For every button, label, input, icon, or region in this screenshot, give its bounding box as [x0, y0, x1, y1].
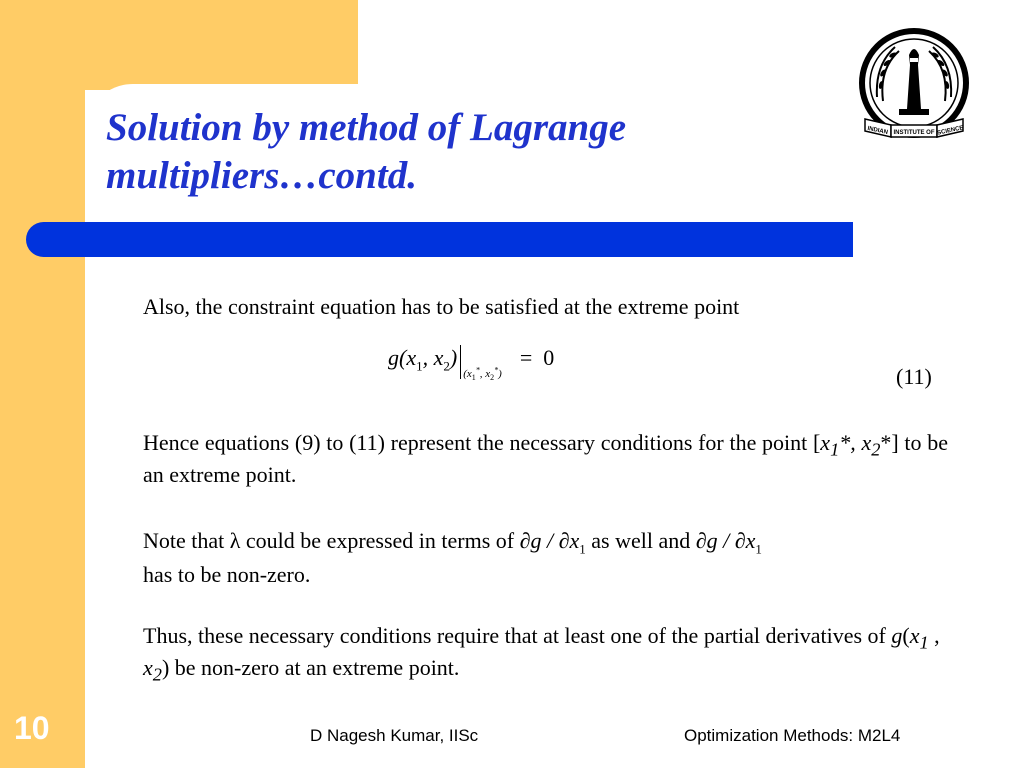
- eq-rhs-value: 0: [543, 345, 555, 370]
- eq-eval-var2: x: [485, 368, 491, 380]
- decor-yellow-top: [0, 0, 358, 90]
- eq-var1-sub: 1: [416, 358, 423, 374]
- p4-x1: $x_1$: [909, 623, 929, 653]
- eq-evaluation-point: (x1*, x2*): [463, 365, 502, 383]
- eq-rhs: = 0: [519, 345, 555, 370]
- decor-yellow-left: [0, 0, 85, 768]
- eq-eval-sub2: 2: [490, 373, 495, 383]
- p2-text-b: *] to be an extreme point.: [143, 430, 949, 488]
- title-underline-bar: [26, 222, 853, 257]
- p2-star-sep: *,: [839, 430, 862, 455]
- p2-text-a: Hence equations (9) to (11) represent the necessary conditions for the point [: [143, 430, 821, 455]
- svg-text:INSTITUTE OF: INSTITUTE OF: [893, 130, 935, 136]
- eq-function: g: [388, 345, 399, 370]
- paragraph-lambda-note: [143, 528, 948, 588]
- p3-text-a: Note that λ could be expressed in terms of: [143, 528, 520, 553]
- paragraph-necessary-conditions: [143, 430, 948, 488]
- eq-var2: x: [433, 345, 444, 370]
- slide-number: 10: [14, 710, 50, 746]
- p3-text-b: as well and: [585, 528, 696, 553]
- footer-course: Optimization Methods: M2L4: [684, 726, 901, 745]
- paragraph-partial-derivatives: Thus, these necessary conditions require that at least one of the partial derivatives of $g(x_1$ , $x_2$) be non-zero at an extreme point.: [143, 623, 940, 685]
- eq-eval-sub1: 1: [471, 373, 476, 383]
- p4-text-a: Thus, these necessary conditions require that at least one of the partial derivatives of: [143, 623, 892, 648]
- slide-title: Solution by method of Lagrange multipliers…contd.: [106, 106, 627, 197]
- equation-number: (11): [896, 364, 932, 389]
- svg-text:SCIENCE: SCIENCE: [936, 125, 965, 137]
- eq-var2-sub: 2: [443, 358, 450, 374]
- paragraph-constraint: Also, the constraint equation has to be satisfied at the extreme point: [143, 294, 740, 319]
- p3-partial-expr1: $\partial g / \partial x_1$: [519, 528, 586, 557]
- p4-function-g: g: [891, 623, 903, 648]
- iisc-emblem-icon: [855, 25, 973, 147]
- constraint-equation: $g(x_1$, $x_2)_{(x_1^*, x_2^*)}= 0$: [388, 345, 555, 383]
- p3-partial-expr2: $\partial g / \partial x_1$: [695, 528, 762, 557]
- eq-var1: x: [406, 345, 417, 370]
- p3-text-c: has to be non-zero.: [143, 562, 311, 588]
- p2-x2: $x_2$: [861, 430, 881, 460]
- svg-text:INDIAN: INDIAN: [866, 125, 889, 137]
- p4-text-b: be non-zero at an extreme point.: [169, 655, 460, 681]
- p4-x2: $x_2$: [143, 655, 162, 685]
- eq-eval-var1: x: [466, 368, 472, 380]
- p2-x1: $x_1$: [820, 430, 840, 460]
- eq-evaluation-bar: [460, 345, 461, 379]
- footer-author: D Nagesh Kumar, IISc: [310, 726, 479, 745]
